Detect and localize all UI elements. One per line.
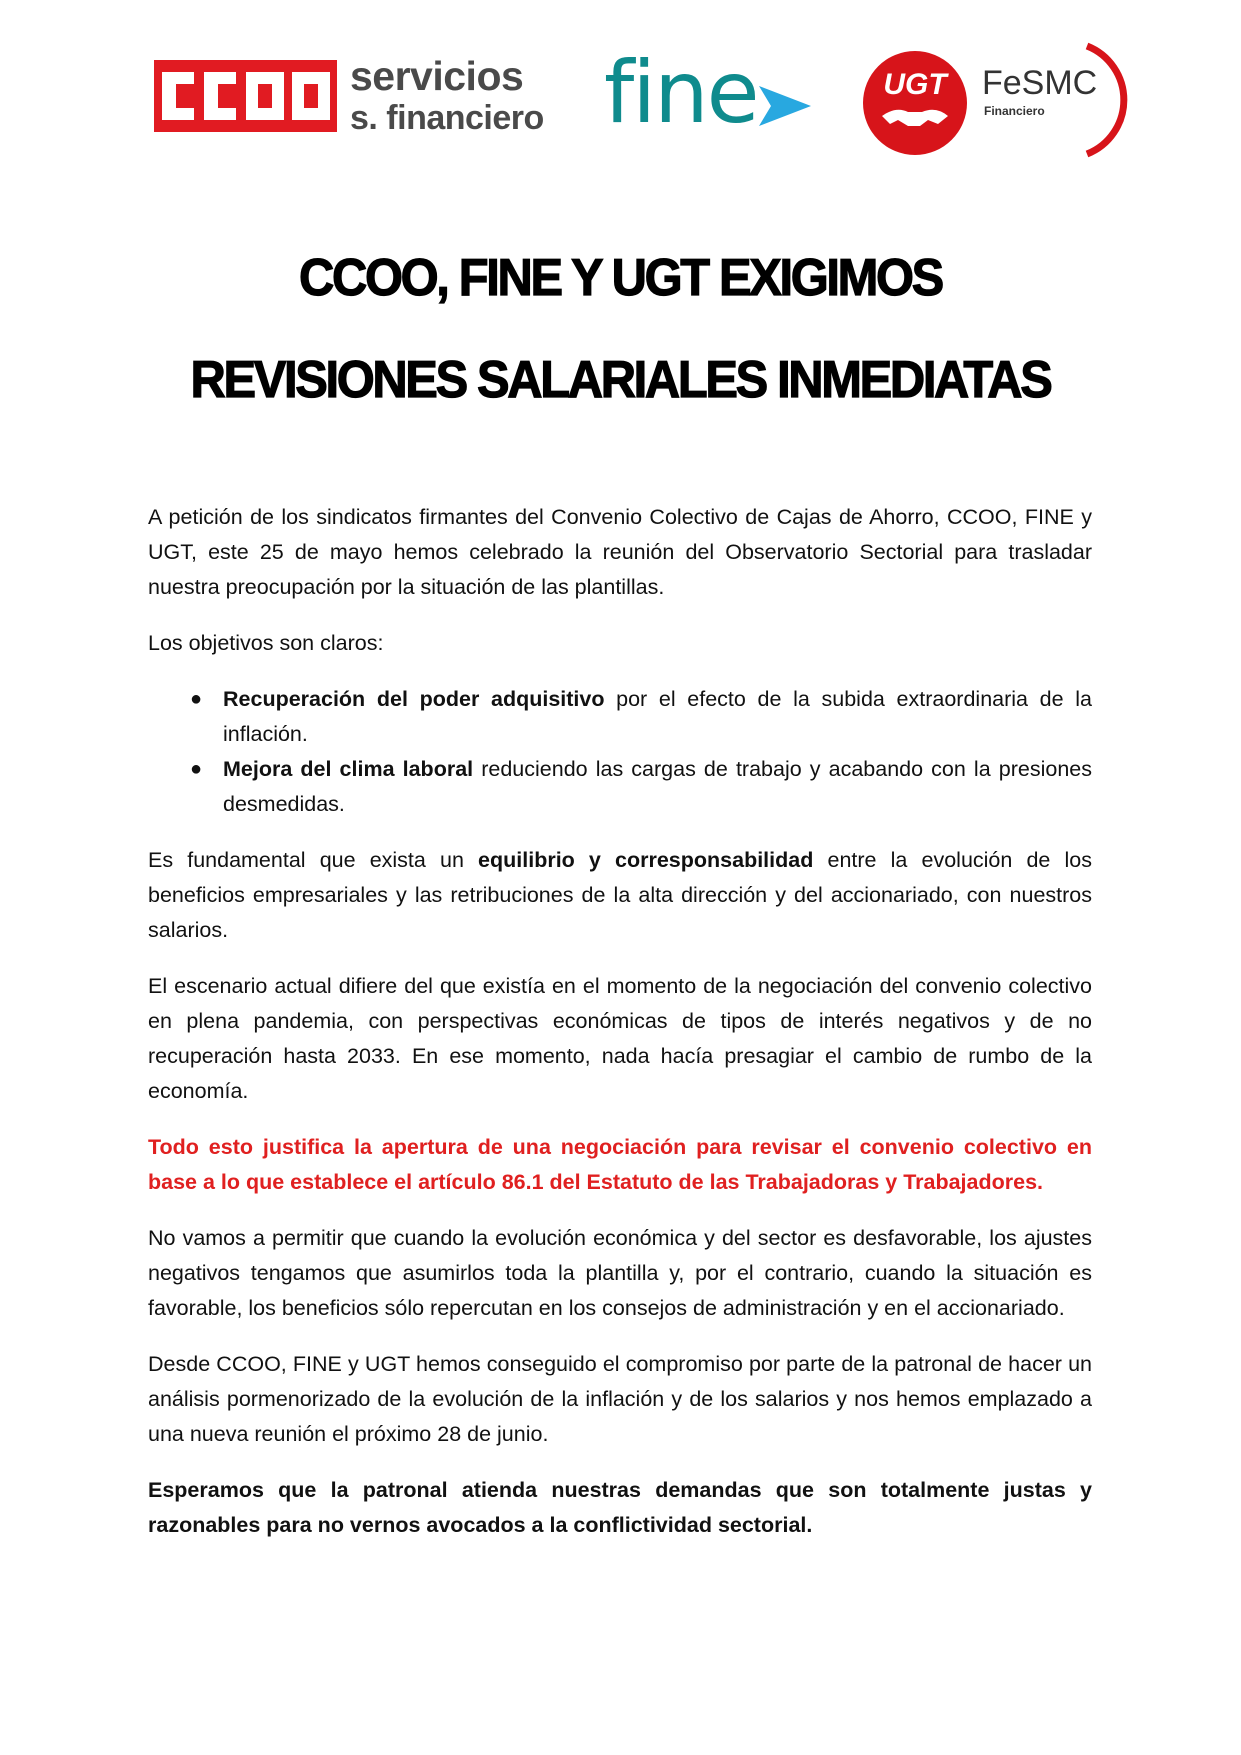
ccoo-logo-text bbox=[350, 53, 544, 137]
list-item-bold: Mejora del clima laboral bbox=[223, 757, 474, 781]
ccoo-logo-mark bbox=[154, 60, 337, 132]
ugt-handshake-icon bbox=[862, 50, 968, 156]
ugt-logo bbox=[862, 36, 1142, 156]
objectives-list bbox=[148, 682, 1092, 822]
paragraph-highlight: Todo esto justifica la apertura de una negociación para revisar el convenio colectivo en base a lo que establece el artículo 86.1 del Estatuto de las Trabajadoras y Trabajadores. bbox=[148, 1135, 1092, 1194]
list-item-bold: Recuperación del poder adquisitivo bbox=[223, 687, 605, 711]
fine-arrow-icon bbox=[759, 86, 811, 126]
fine-logo bbox=[604, 43, 834, 156]
paragraph-balance-start: Es fundamental que exista un bbox=[148, 848, 479, 872]
paragraph-intro: A petición de los sindicatos firmantes del Convenio Colectivo de Cajas de Ahorro, CCOO, FINE y UGT, este 25 de mayo hemos celebrado la reunión del Observatorio Sectorial para trasladar nuestra preocupación por la situación de las plantillas. bbox=[148, 505, 1092, 599]
bullet-icon: ● bbox=[190, 688, 203, 710]
paragraph-objectives-lead: Los objetivos son claros: bbox=[148, 631, 384, 655]
paragraph-closing-bold: Esperamos que la patronal atienda nuestras demandas que son totalmente justas y razonables para no vernos avocados a la conflictividad sectorial. bbox=[148, 1478, 1092, 1537]
paragraph-scenario: El escenario actual difiere del que existía en el momento de la negociación del convenio colectivo en plena pandemia, con perspectivas económicas de tipos de interés negativos y de no recuperación hasta 2033. En ese momento, nada hacía presagiar el cambio de rumbo de la economía. bbox=[148, 974, 1092, 1103]
paragraph-no-permitir: No vamos a permitir que cuando la evolución económica y del sector es desfavorable, los ajustes negativos tengamos que asumirlos toda la plantilla y, por el contrario, cuando la situación es favorable, los beneficios sólo repercutan en los consejos de administración y en el accionariado. bbox=[148, 1226, 1092, 1320]
paragraph-balance-bold: equilibrio y corresponsabilidad bbox=[478, 848, 814, 872]
ccoo-logo-line2: s. financiero bbox=[350, 99, 544, 137]
ugt-logo-name: FeSMC bbox=[982, 64, 1098, 102]
paragraph-balance-end: entre la evolución de los beneficios empresariales y las retribuciones de la alta dirección y del accionariado, con nuestros salarios. bbox=[148, 848, 1093, 942]
page-title-line2: REVISIONES SALARIALES INMEDIATAS bbox=[190, 351, 1051, 409]
paragraph-balance bbox=[148, 843, 1092, 948]
ccoo-logo bbox=[154, 53, 544, 146]
ccoo-logo-line1: servicios bbox=[350, 53, 524, 99]
document-body bbox=[148, 500, 1092, 1564]
paragraph-compromiso: Desde CCOO, FINE y UGT hemos conseguido el compromiso por parte de la patronal de hacer un análisis pormenorizado de la evolución de la inflación y de los salarios y nos hemos emplazado a una nueva reunión el próximo 28 de junio. bbox=[148, 1352, 1092, 1446]
list-item bbox=[148, 752, 1092, 822]
svg-text:UGT: UGT bbox=[883, 68, 947, 101]
list-item-text: reduciendo las cargas de trabajo y acabando con la presiones desmedidas. bbox=[223, 757, 1092, 816]
list-item bbox=[148, 682, 1092, 752]
ugt-logo-sub: Financiero bbox=[984, 104, 1045, 118]
header-logos bbox=[150, 36, 1140, 156]
page-title-line1: CCOO, FINE Y UGT EXIGIMOS bbox=[299, 249, 942, 307]
paragraph-closing bbox=[148, 1473, 1092, 1543]
list-item-text: por el efecto de la subida extraordinaria de la inflación. bbox=[223, 687, 1092, 746]
bullet-icon: ● bbox=[190, 758, 203, 780]
fine-logo-word: fine bbox=[604, 43, 758, 143]
